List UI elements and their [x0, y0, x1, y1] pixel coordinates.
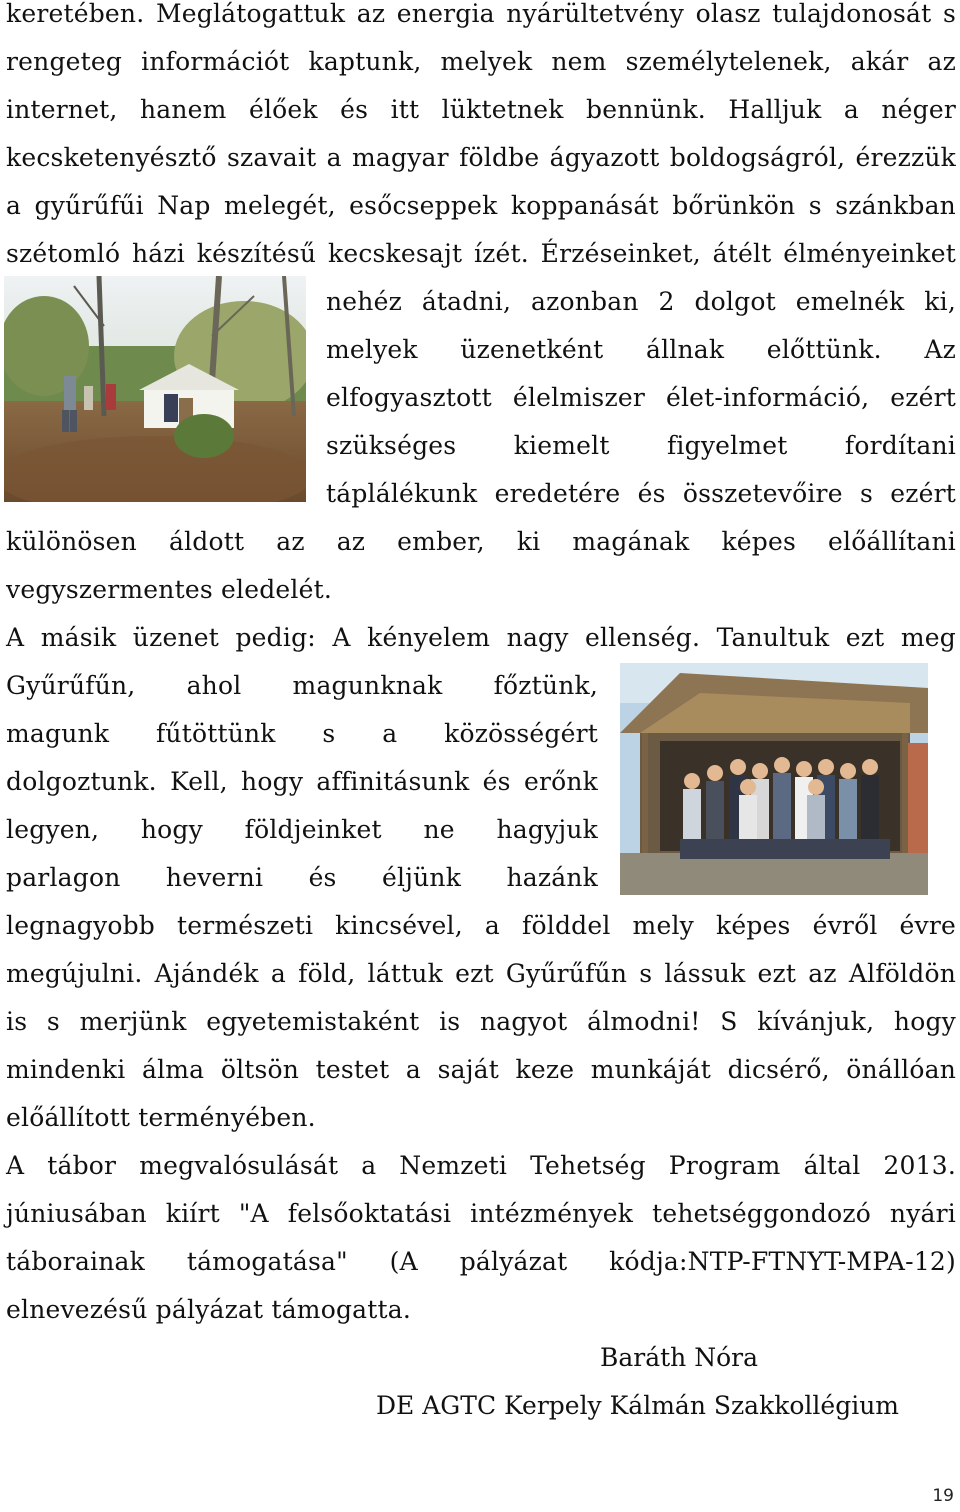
- text-line: melyek üzenetként állnak előttünk. Az: [326, 335, 956, 364]
- page-number: 19: [932, 1486, 954, 1506]
- text-line: dolgoztunk. Kell, hogy affinitásunk és erőnk: [6, 767, 598, 796]
- text-line: mindenki álma öltsön testet a saját keze munkáját dicsérő, önállóan: [6, 1055, 956, 1084]
- group-photo: [620, 663, 928, 895]
- text-line: legnagyobb természeti kincsével, a földdel mely képes évről évre: [6, 911, 956, 940]
- text-line: táborainak támogatása" (A pályázat kódja:NTP-FTNYT-MPA-12): [6, 1247, 956, 1276]
- yurt-camp-photo: [4, 276, 306, 502]
- text-line: megújulni. Ajándék a föld, láttuk ezt Gyűrűfűn s lássuk ezt az Alföldön: [6, 959, 956, 988]
- text-line: elnevezésű pályázat támogatta.: [6, 1295, 412, 1324]
- text-line: a gyűrűfűi Nap melegét, esőcseppek koppanását bőrünkön s szánkban: [6, 191, 956, 220]
- text-line: elfogyasztott élelmiszer élet-információ, ezért: [326, 383, 956, 412]
- author-organization: DE AGTC Kerpely Kálmán Szakkollégium: [376, 1391, 900, 1420]
- text-line: A másik üzenet pedig: A kényelem nagy ellenség. Tanultuk ezt meg: [6, 623, 956, 652]
- text-line: júniusában kiírt "A felsőoktatási intézmények tehetséggondozó nyári: [6, 1199, 956, 1228]
- author-name: Baráth Nóra: [600, 1343, 759, 1372]
- text-line: magunk fűtöttünk s a közösségért: [6, 719, 598, 748]
- text-line: internet, hanem élőek és itt lüktetnek bennünk. Halljuk a néger: [6, 95, 956, 124]
- text-line: előállított terményében.: [6, 1103, 316, 1132]
- text-line: keretében. Meglátogattuk az energia nyárültetvény olasz tulajdonosát s: [6, 0, 956, 28]
- text-line: kecsketenyésztő szavait a magyar földbe ágyazott boldogságról, érezzük: [6, 143, 956, 172]
- text-line: A tábor megvalósulását a Nemzeti Tehetség Program által 2013.: [6, 1151, 956, 1180]
- text-line: rengeteg információt kaptunk, melyek nem személytelenek, akár az: [6, 47, 956, 76]
- text-line: nehéz átadni, azonban 2 dolgot emelnék ki,: [326, 287, 956, 316]
- text-line: vegyszermentes eledelét.: [6, 575, 332, 604]
- text-line: is s merjünk egyetemistaként is nagyot álmodni! S kívánjuk, hogy: [6, 1007, 956, 1036]
- text-line: szükséges kiemelt figyelmet fordítani: [326, 431, 956, 460]
- text-line: különösen áldott az az ember, ki magának képes előállítani: [6, 527, 956, 556]
- text-line: legyen, hogy földjeinket ne hagyjuk: [6, 815, 598, 844]
- text-line: táplálékunk eredetére és összetevőire s ezért: [326, 479, 956, 508]
- text-line: szétomló házi készítésű kecskesajt ízét. Érzéseinket, átélt élményeinket: [6, 239, 956, 268]
- text-line: parlagon heverni és éljünk hazánk: [6, 863, 598, 892]
- text-line: Gyűrűfűn, ahol magunknak főztünk,: [6, 671, 598, 700]
